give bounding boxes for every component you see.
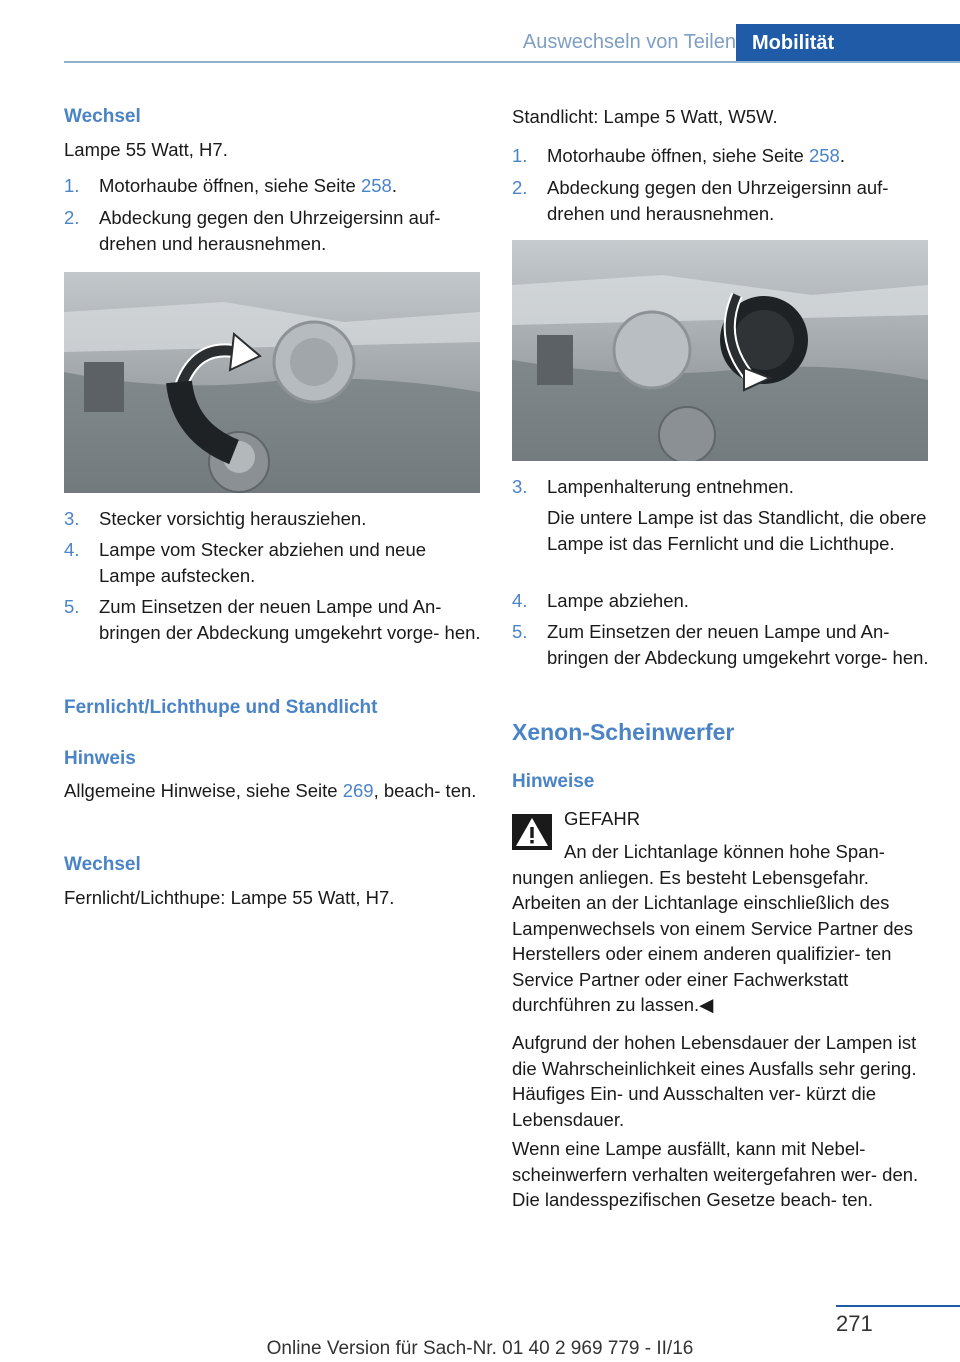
list-item: [64, 506, 482, 532]
list-text: Stecker vorsichtig herausziehen.: [99, 508, 367, 529]
list-text: Lampenhalterung entnehmen.: [547, 476, 794, 497]
page-link-258[interactable]: 258: [808, 145, 840, 166]
heading-wechsel-2: Wechsel: [64, 854, 141, 875]
list-item: [512, 588, 930, 614]
heading-wechsel: Wechsel: [64, 106, 141, 127]
list-number: 3.: [512, 476, 528, 497]
heading-fernlicht-standlicht: Fernlicht/Lichthupe und Standlicht: [64, 697, 378, 718]
paragraph-standlicht: Standlicht: Lampe 5 Watt, W5W.: [512, 106, 778, 127]
list-text: Abdeckung gegen den Uhrzeigersinn auf‐ drehen und herausnehmen.: [547, 177, 889, 224]
headlight-cover-photo: [64, 272, 480, 493]
list-number: 5.: [512, 621, 528, 642]
list-number: 1.: [64, 175, 80, 196]
heading-hinweise: Hinweise: [512, 771, 595, 792]
paragraph-wenn: Wenn eine Lampe ausfällt, kann mit Nebel‐ scheinwerfern verhalten weitergefahren wer‐ den. Die landesspezifischen Gesetze beach‐ ten.: [512, 1138, 919, 1210]
header-chapter-tab: Mobilität: [736, 24, 960, 62]
list-text: Lampe abziehen.: [547, 590, 689, 611]
list-item: [512, 619, 930, 670]
list-subtext: Die untere Lampe ist das Standlicht, die obere Lampe ist das Fernlicht und die Lichthupe.: [547, 507, 927, 554]
list-item: [64, 205, 482, 256]
list-text: Zum Einsetzen der neuen Lampe und An‐ bringen der Abdeckung umgekehrt vorge‐ hen.: [547, 621, 929, 668]
list-number: 4.: [64, 539, 80, 560]
paragraph-fernlicht: Fernlicht/Lichthupe: Lampe 55 Watt, H7.: [64, 887, 395, 908]
headlight-rear-cover-photo: [512, 240, 928, 461]
warning-text: An der Lichtanlage können hohe Span‐ nungen anliegen. Es besteht Lebensgefahr. Arbeiten an der Lichtanlage einschließlich des Lampenwechsels von einem Service Partner des Herstellers oder einem anderen qualifizier‐ ten Service Partner oder einer Fachwerkstatt durchführen zu lassen.◀: [512, 841, 914, 1015]
page-number: 271: [836, 1311, 873, 1336]
list-number: 3.: [64, 508, 80, 529]
heading-xenon-scheinwerfer: Xenon-Scheinwerfer: [512, 719, 735, 745]
list-number: 2.: [64, 207, 80, 228]
list-item: [64, 594, 482, 645]
list-item: 1. Motorhaube öffnen, siehe Seite 258.: [512, 143, 930, 169]
list-number: 2.: [512, 177, 528, 198]
list-item: [512, 474, 930, 500]
header-rule: [64, 61, 960, 63]
paragraph-aufgrund: Aufgrund der hohen Lebensdauer der Lampen ist die Wahrscheinlichkeit eines Ausfalls sehr gering. Häufiges Ein- und Ausschalten ver‐ kürzt die Lebensdauer.: [512, 1032, 917, 1130]
list-text: Zum Einsetzen der neuen Lampe und An‐ bringen der Abdeckung umgekehrt vorge‐ hen.: [99, 596, 481, 643]
list-number: 4.: [512, 590, 528, 611]
list-text: Abdeckung gegen den Uhrzeigersinn auf‐ drehen und herausnehmen.: [99, 207, 441, 254]
page-link-269[interactable]: 269: [342, 780, 374, 801]
page-link-258[interactable]: 258: [360, 175, 392, 196]
header-section-title: Auswechseln von Teilen: [522, 31, 736, 53]
list-text: Lampe vom Stecker abziehen und neue Lampe aufstecken.: [99, 539, 427, 586]
paragraph-hinweis: Allgemeine Hinweise, siehe Seite 269, beach‐ ten.: [64, 780, 477, 801]
footer-rule: [836, 1305, 960, 1307]
list-number: 5.: [64, 596, 80, 617]
paragraph-lampe-h7: Lampe 55 Watt, H7.: [64, 139, 228, 160]
list-item: [512, 175, 930, 226]
footer-version-text: Online Version für Sach-Nr. 01 40 2 969 779 - II/16: [266, 1338, 694, 1359]
warning-title: GEFAHR: [564, 808, 641, 829]
heading-hinweis: Hinweis: [64, 748, 136, 769]
list-item: [64, 537, 482, 588]
list-item: 1. Motorhaube öffnen, siehe Seite 258.: [64, 173, 482, 199]
list-number: 1.: [512, 145, 528, 166]
